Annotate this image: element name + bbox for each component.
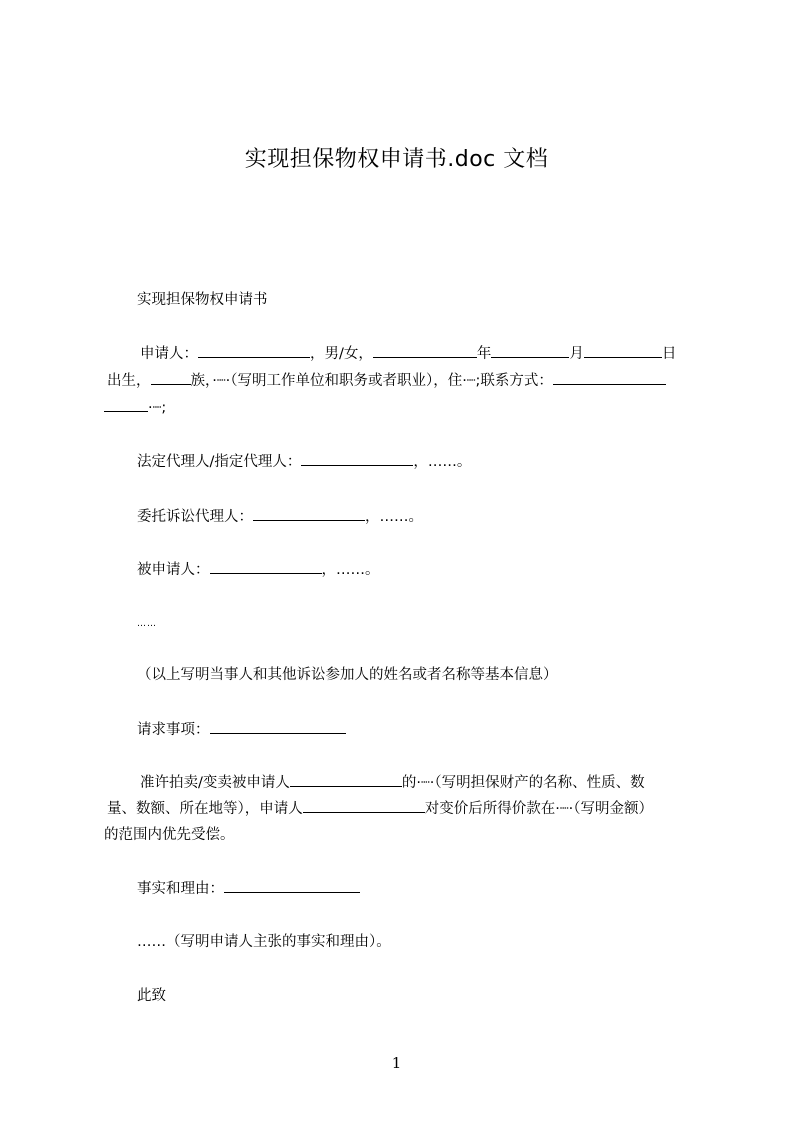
agent-label: 委托诉讼代理人： bbox=[137, 509, 253, 525]
contact-blank bbox=[553, 370, 666, 385]
agent-blank bbox=[253, 506, 365, 521]
request-blank bbox=[210, 719, 346, 734]
birth-month-blank bbox=[491, 343, 569, 358]
applicant-line-1 bbox=[140, 342, 676, 366]
applicant-name-blank bbox=[198, 343, 310, 358]
legal-rep-label: 法定代理人/指定代理人： bbox=[137, 454, 302, 470]
facts-label: 事实和理由： bbox=[137, 881, 224, 897]
birth-label: 出生， bbox=[107, 373, 151, 389]
legal-rep-suffix: ，……。 bbox=[413, 454, 472, 470]
agent-suffix: ，……。 bbox=[365, 509, 423, 525]
ethnicity-blank bbox=[151, 370, 191, 385]
applicant-gender: ，男/女， bbox=[310, 346, 373, 362]
facts-blank bbox=[224, 878, 360, 893]
applicant-line-2 bbox=[107, 369, 666, 393]
ethnicity-label: 族， bbox=[190, 373, 213, 389]
work-address-contact-text: ·┈·（写明工作单位和职务或者职业），住·┈;联系方式： bbox=[212, 373, 553, 389]
parties-note: （以上写明当事人和其他诉讼参加人的姓名或者名称等基本信息） bbox=[137, 667, 558, 683]
applicant-line-end: ·┈; bbox=[148, 400, 167, 416]
request-body-line-1 bbox=[140, 771, 645, 795]
birth-year-blank bbox=[373, 343, 477, 358]
request-body-text-b: 的·┈·（写明担保财产的名称、性质、数 bbox=[401, 775, 645, 791]
respondent-line bbox=[137, 558, 380, 582]
year-label: 年 bbox=[476, 346, 492, 362]
applicant-line-3 bbox=[104, 396, 166, 420]
request-body-text-d: 对变价后所得价款在·┈·（写明金额） bbox=[424, 801, 653, 817]
document-title: 实现担保物权申请书.doc 文档 bbox=[244, 147, 549, 172]
respondent-name-blank bbox=[290, 772, 402, 787]
contact-blank-cont bbox=[104, 397, 148, 412]
respondent-blank bbox=[210, 559, 322, 574]
month-label: 月 bbox=[569, 346, 584, 362]
applicant-name-blank-2 bbox=[303, 798, 425, 813]
request-body-text-c: 量、数额、所在地等），申请人 bbox=[107, 801, 303, 817]
respondent-label: 被申请人： bbox=[137, 562, 210, 578]
day-label: 日 bbox=[661, 346, 677, 362]
page-number: 1 bbox=[391, 1054, 402, 1072]
small-ellipsis: …… bbox=[137, 619, 157, 629]
facts-body: ……（写明申请人主张的事实和理由）。 bbox=[137, 934, 391, 950]
facts-line bbox=[137, 877, 360, 901]
legal-rep-line bbox=[137, 450, 471, 474]
respondent-suffix: ，……。 bbox=[321, 562, 380, 578]
request-body-text-a: 准许拍卖/变卖被申请人 bbox=[140, 775, 290, 791]
agent-line bbox=[137, 505, 423, 529]
request-line bbox=[137, 718, 346, 742]
applicant-label: 申请人： bbox=[140, 346, 198, 362]
birth-day-blank bbox=[584, 343, 662, 358]
request-body-line-2 bbox=[107, 797, 653, 821]
legal-rep-blank bbox=[301, 451, 413, 466]
request-body-line-3: 的范围内优先受偿。 bbox=[104, 827, 235, 843]
closing: 此致 bbox=[137, 988, 166, 1004]
document-heading: 实现担保物权申请书 bbox=[137, 292, 268, 308]
request-label: 请求事项： bbox=[137, 722, 210, 738]
